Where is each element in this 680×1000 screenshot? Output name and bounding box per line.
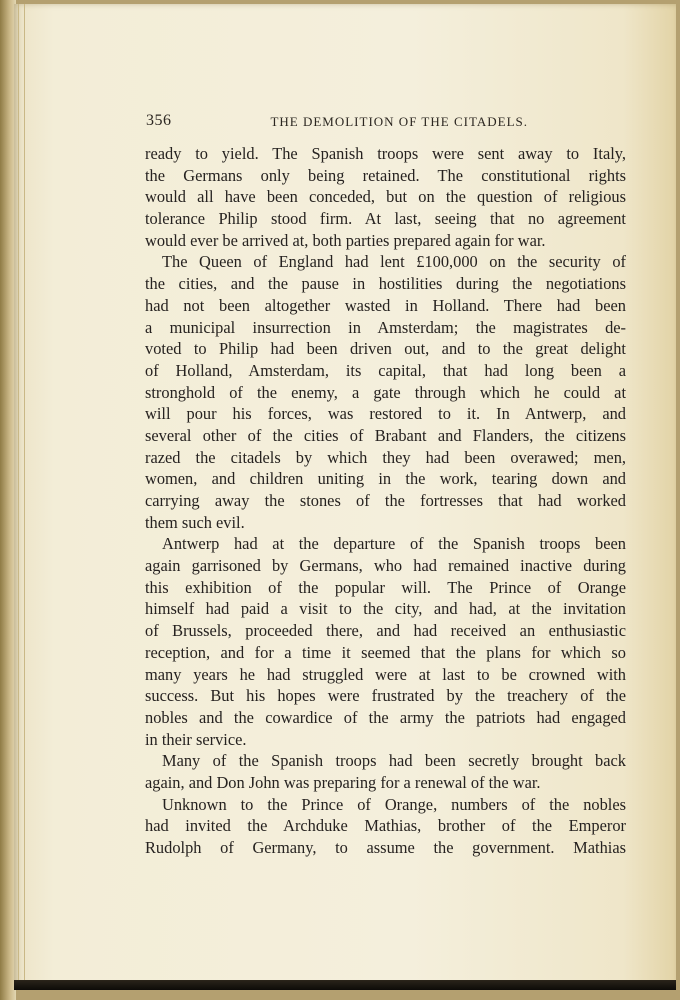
text-line: voted to Philip had been driven out, and to the great delight (145, 339, 626, 359)
text-line: stronghold of the enemy, a gate through which he could at (145, 382, 626, 402)
text-line: would ever be arrived at, both parties prepared again for war. (145, 230, 546, 250)
page-bottom-edge (14, 980, 676, 990)
text-line: Antwerp had at the departure of the Spanish troops been (162, 534, 626, 554)
page-number: 356 (146, 112, 172, 129)
text-line: had not been altogether wasted in Holland. There had been (145, 295, 626, 315)
text-line: Rudolph of Germany, to assume the government. Mathias (145, 838, 626, 857)
text-line: reception, and for a time it seemed that the plans for which so (145, 642, 626, 662)
margin-rule (18, 4, 19, 990)
text-line: tolerance Philip stood firm. At last, seeing that no agreement (145, 209, 626, 229)
text-line: in their service. (145, 729, 247, 749)
page-header (146, 112, 528, 134)
text-line: of Brussels, proceeded there, and had received an enthusiastic (145, 621, 626, 641)
text-line: the cities, and the pause in hostilities during the negotiations (145, 274, 626, 294)
text-line: would all have been conceded, but on the question of religious (145, 187, 626, 207)
text-line: again, and Don John was preparing for a renewal of the war. (145, 772, 541, 792)
text-line: the Germans only being retained. The constitutional rights (145, 165, 626, 185)
text-line: several other of the cities of Brabant and Flanders, the citizens (145, 425, 626, 445)
text-line: again garrisoned by Germans, who had remained inactive during (145, 556, 626, 576)
text-line: will pour his forces, was restored to it. In Antwerp, and (145, 404, 626, 424)
text-line: them such evil. (145, 512, 245, 532)
body-text (145, 143, 626, 859)
running-title: THE DEMOLITION OF THE CITADELS. (270, 114, 528, 129)
text-line: this exhibition of the popular will. The Prince of Orange (145, 577, 626, 597)
text-line: had invited the Archduke Mathias, brother of the Emperor (145, 816, 626, 836)
text-line: carrying away the stones of the fortresses that had worked (145, 491, 626, 510)
text-line: Many of the Spanish troops had been secretly brought back (162, 751, 626, 771)
text-line: many years he had struggled were at last to be crowned with (145, 664, 626, 684)
text-line: success. But his hopes were frustrated by the treachery of the (145, 686, 626, 706)
text-line: The Queen of England had lent £100,000 on the security of (162, 252, 626, 272)
text-line: razed the citadels by which they had been overawed; men, (145, 447, 626, 467)
text-line: ready to yield. The Spanish troops were sent away to Italy, (145, 144, 626, 163)
text-line: a municipal insurrection in Amsterdam; the magistrates de- (145, 317, 626, 337)
text-line: himself had paid a visit to the city, and had, at the invitation (145, 599, 626, 619)
text-line: women, and children uniting in the work, tearing down and (145, 469, 626, 489)
margin-rule (24, 4, 25, 990)
text-line: of Holland, Amsterdam, its capital, that had long been a (145, 360, 626, 380)
text-line: Unknown to the Prince of Orange, numbers of the nobles (162, 794, 626, 814)
text-line: nobles and the cowardice of the army the patriots had engaged (145, 707, 626, 727)
